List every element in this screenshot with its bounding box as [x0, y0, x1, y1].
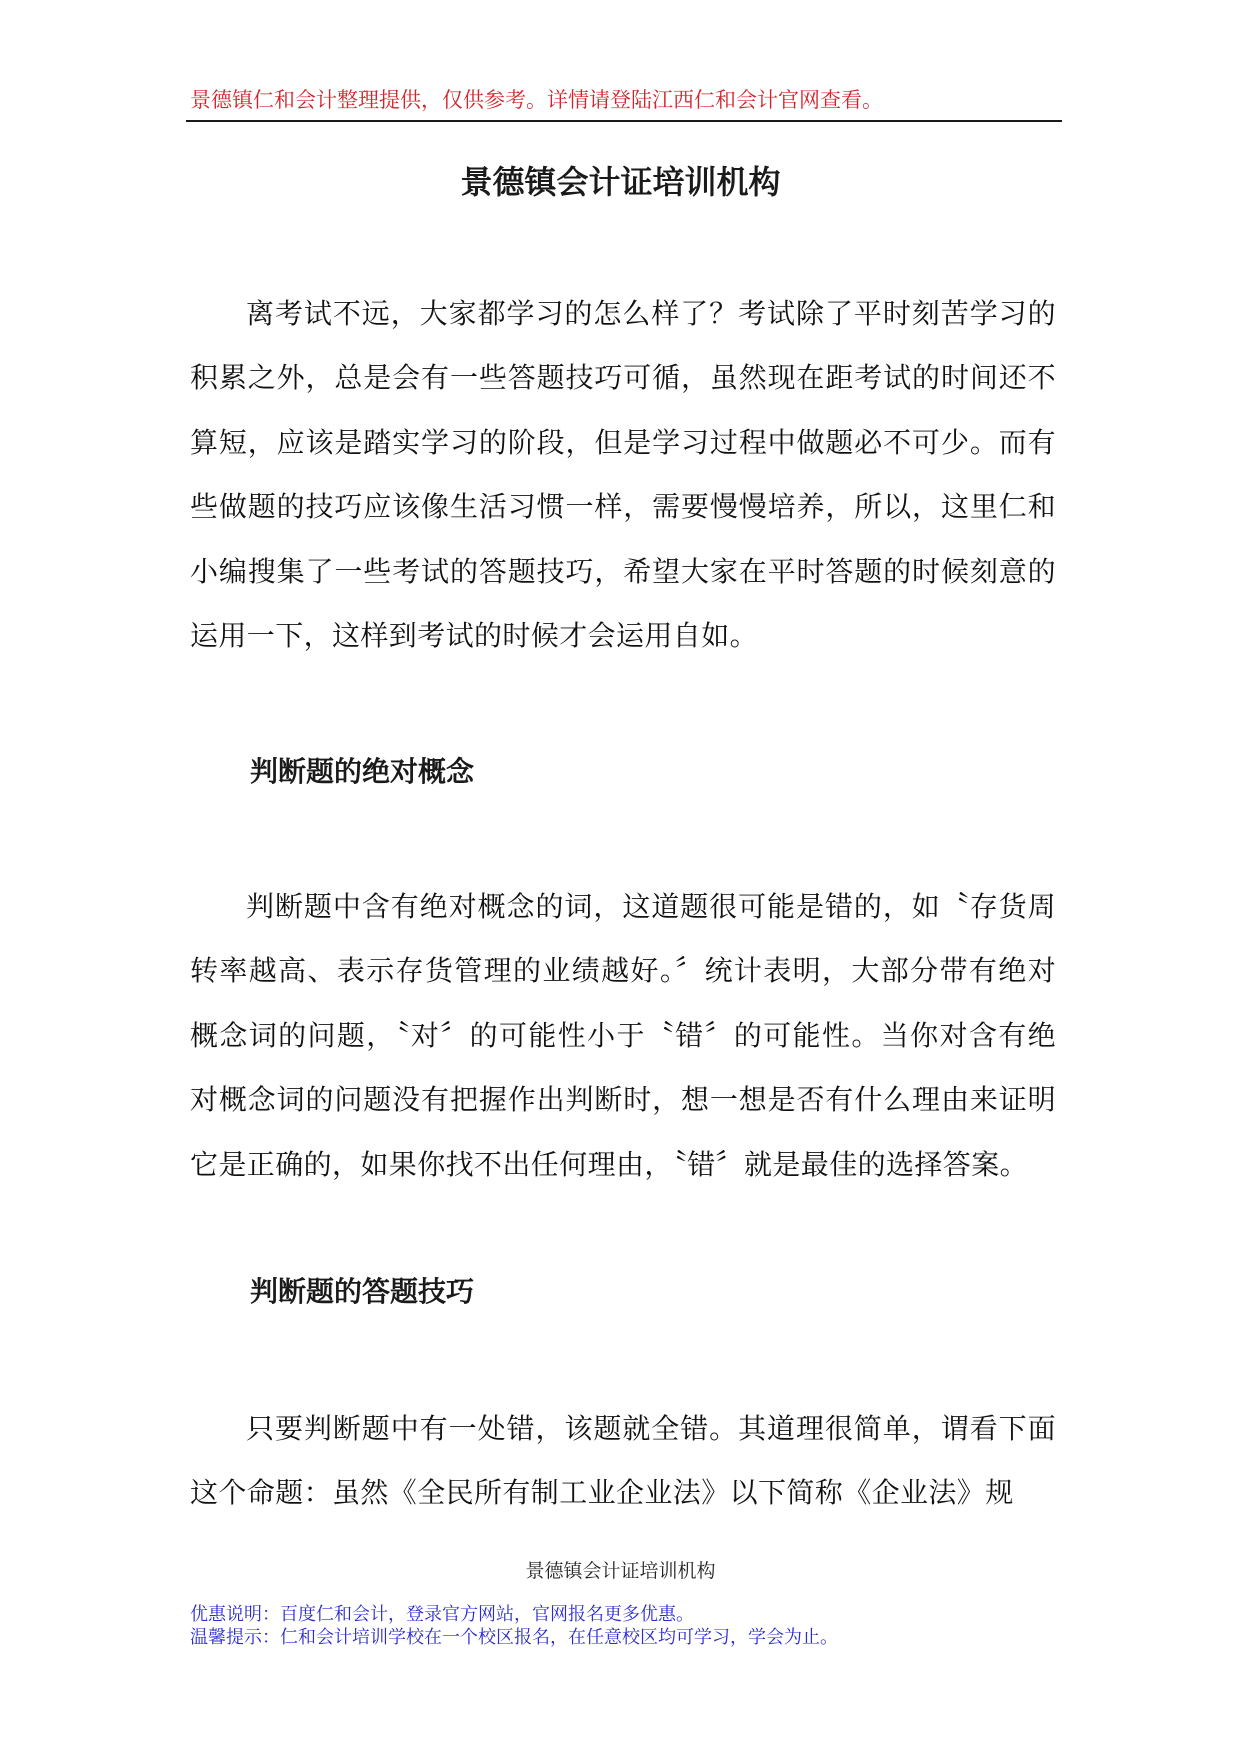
- footer-promo-note: 优惠说明：百度仁和会计，登录官方网站，官网报名更多优惠。: [190, 1604, 694, 1625]
- footer-title: 景德镇会计证培训机构: [525, 1560, 716, 1582]
- footer-tip-note: 温馨提示：仁和会计培训学校在一个校区报名，在任意校区均可学习，学会为止。: [190, 1627, 838, 1648]
- page-title: 景德镇会计证培训机构: [460, 163, 781, 201]
- intro-paragraph: 离考试不远，大家都学习的怎么样了？考试除了平时刻苦学习的积累之外，总是会有一些答题技巧可循，虽然现在距考试的时间还不算短，应该是踏实学习的阶段，但是学习过程中做题必不可少。而有些做题的技巧应该像生活习惯一样，需要慢慢培养，所以，这里仁和小编搜集了一些考试的答题技巧，希望大家在平时答题的时候刻意的运用一下，这样到考试的时候才会运用自如。: [190, 297, 1056, 653]
- header-note: 景德镇仁和会计整理提供，仅供参考。详情请登陆江西仁和会计官网查看。: [190, 88, 883, 112]
- header-divider: [186, 120, 1062, 122]
- section-heading-answer-tips: 判断题的答题技巧: [250, 1275, 475, 1308]
- footer-notes: [190, 1603, 1090, 1649]
- section-heading-absolute-concept: 判断题的绝对概念: [250, 755, 475, 788]
- absolute-concept-paragraph: 判断题中含有绝对概念的词，这道题很可能是错的，如〝存货周转率越高、表示存货管理的业绩越好。〞统计表明，大部分带有绝对概念词的问题，〝对〞的可能性小于〝错〞的可能性。当你对含有绝对概念词的问题没有把握作出判断时，想一想是否有什么理由来证明它是正确的，如果你找不出任何理由，〝错〞就是最佳的选择答案。: [190, 890, 1056, 1181]
- answer-tips-paragraph: 只要判断题中有一处错，该题就全错。其道理很简单，谓看下面这个命题：虽然《全民所有制工业企业法》以下简称《企业法》规: [190, 1412, 1056, 1510]
